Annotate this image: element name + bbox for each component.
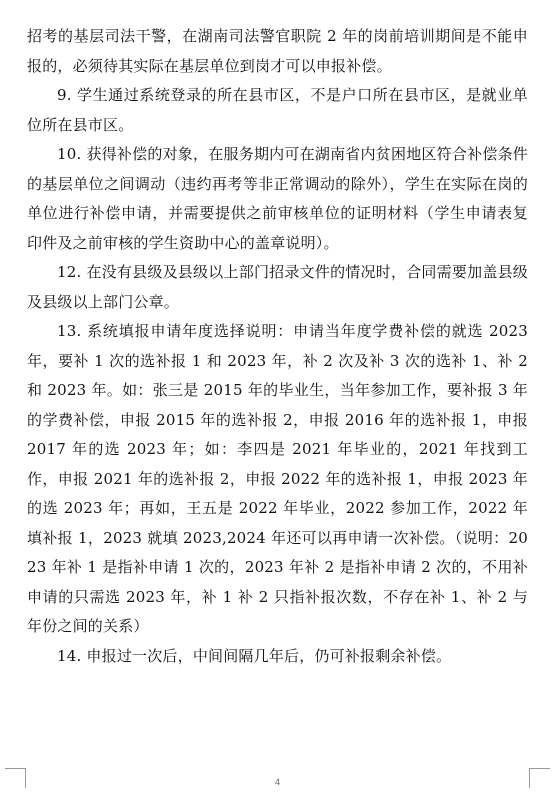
page-number: 4 xyxy=(274,777,280,787)
paragraph-item-9: 9. 学生通过系统登录的所在县市区，不是户口所在县市区，是就业单位所在县市区。 xyxy=(27,86,528,134)
paragraph-continued: 招考的基层司法干警，在湖南司法警官职院 2 年的岗前培训期间是不能申报的，必须待其实际在基层单位到岗才可以申报补偿。 xyxy=(27,27,528,75)
paragraph-item-12: 12. 在没有县级及县级以上部门招录文件的情况时，合同需要加盖县级及县级以上部门公章。 xyxy=(27,263,528,311)
paragraph-item-13: 13. 系统填报申请年度选择说明：申请当年度学费补偿的就选 2023 年，要补 1 次的选补报 1 和 2023 年，补 2 次及补 3 次的选补 1、补 2 和 2023 年。如：张三是 2015 年的毕业生，当年参加工作，要补报 3 年的学费补偿，申报 2015 年的选补报 2，申报 2016 年的选补报 1，申报 2017 年的选 2023 年；如：李四是 2021 年毕业的，2021 年找到工作，申报 2021 年的选补报 2，申报 2022 年的选补报 1，申报 2023 年的选 2023 年；再如，王五是 2022 年毕业，2022 参加工作，2022 年填补报 1，2023 就填 2023,2024 年还可以再申请一次补偿。（说明：2023 年补 1 是指补申请 1 次的，2023 年补 2 是指补申请 2 次的，不用补申请的只需选 2023 年，补 1 补 2 只指补报次数，不存在补 1、补 2 与年份之间的关系） xyxy=(27,322,528,635)
paragraph-item-14: 14. 申报过一次后，中间间隔几年后，仍可补报剩余补偿。 xyxy=(57,646,452,665)
document-body xyxy=(27,22,528,671)
paragraph-item-10: 10. 获得补偿的对象，在服务期内可在湖南省内贫困地区符合补偿条件的基层单位之间调动（违约再考等非正常调动的除外），学生在实际在岗的单位进行补偿申请，并需要提供之前审核单位的证明材料（学生申请表复印件及之前审核的学生资助中心的盖章说明）。 xyxy=(27,145,528,252)
